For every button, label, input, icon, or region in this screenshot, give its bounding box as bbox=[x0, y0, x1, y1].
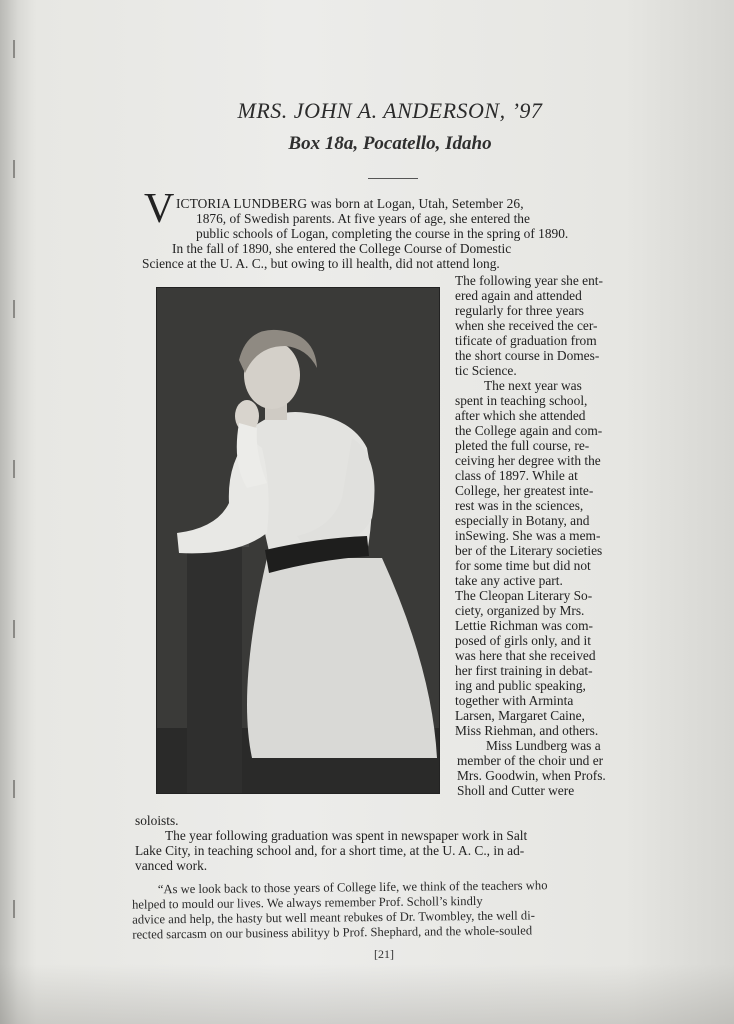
binding-stitch bbox=[13, 900, 15, 918]
column-line: The Cleopan Literary So- bbox=[455, 588, 593, 603]
body-line: The year following graduation was spent in newspaper work in Salt bbox=[165, 828, 528, 843]
column-line: when she received the cer- bbox=[455, 318, 598, 333]
column-line: Mrs. Goodwin, when Profs. bbox=[457, 768, 606, 783]
column-line: ceiving her degree with the bbox=[455, 453, 601, 468]
column-line: tificate of graduation from bbox=[455, 333, 597, 348]
column-line: for some time but did not bbox=[455, 558, 591, 573]
page-number: [21] bbox=[374, 947, 394, 961]
column-line: ered again and attended bbox=[455, 288, 582, 303]
column-line: together with Arminta bbox=[455, 693, 574, 708]
book-binding bbox=[0, 0, 30, 1024]
portrait-figure bbox=[157, 288, 439, 793]
page-shadow bbox=[0, 964, 734, 1024]
quote-line: helped to mould our lives. We always remember Prof. Scholl’s kindly bbox=[131, 893, 483, 912]
intro-line: ICTORIA LUNDBERG was born at Logan, Utah, Setember 26, bbox=[176, 196, 524, 211]
column-line: was here that she received bbox=[455, 648, 596, 663]
intro-line: Science at the U. A. C., but owing to ill health, did not attend long. bbox=[142, 256, 500, 271]
column-line: the College again and com- bbox=[455, 423, 603, 438]
column-line: member of the choir und er bbox=[457, 753, 604, 768]
column-line: the short course in Domes- bbox=[455, 348, 600, 363]
quote-line: advice and help, the hasty but well meant rebukes of Dr. Twombley, the well di- bbox=[132, 908, 535, 927]
column-line: tic Science. bbox=[455, 363, 517, 378]
intro-line: In the fall of 1890, she entered the College Course of Domestic bbox=[172, 241, 512, 256]
column-line: ing and public speaking, bbox=[455, 678, 586, 693]
column-line: ber of the Literary societies bbox=[455, 543, 603, 558]
column-line: The following year she ent- bbox=[455, 273, 603, 288]
column-line: Miss Riehman, and others. bbox=[455, 723, 599, 738]
column-line: especially in Botany, and bbox=[455, 513, 590, 528]
binding-stitch bbox=[13, 40, 15, 58]
binding-stitch bbox=[13, 300, 15, 318]
intro-line: public schools of Logan, completing the course in the spring of 1890. bbox=[196, 226, 569, 241]
title-divider bbox=[368, 178, 418, 179]
binding-stitch bbox=[13, 160, 15, 178]
column-line: The next year was bbox=[484, 378, 582, 393]
column-line: after which she attended bbox=[455, 408, 586, 423]
portrait-photograph bbox=[156, 287, 440, 794]
body-line: Lake City, in teaching school and, for a short time, at the U. A. C., in ad- bbox=[135, 843, 525, 858]
column-line: class of 1897. While at bbox=[455, 468, 578, 483]
column-line: take any active part. bbox=[455, 573, 563, 588]
column-line: Lettie Richman was com- bbox=[455, 618, 593, 633]
body-line: soloists. bbox=[135, 813, 179, 828]
binding-stitch bbox=[13, 460, 15, 478]
drop-cap: V bbox=[144, 186, 175, 232]
intro-line: 1876, of Swedish parents. At five years of age, she entered the bbox=[196, 211, 530, 226]
column-line: posed of girls only, and it bbox=[455, 633, 591, 648]
page-subtitle-address: Box 18a, Pocatello, Idaho bbox=[288, 133, 492, 154]
column-line: Larsen, Margaret Caine, bbox=[455, 708, 585, 723]
column-line: regularly for three years bbox=[455, 303, 585, 318]
column-line: Miss Lundberg was a bbox=[486, 738, 601, 753]
body-line: vanced work. bbox=[135, 858, 208, 873]
page-title: MRS. JOHN A. ANDERSON, ’97 bbox=[237, 98, 543, 123]
quote-line: rected sarcasm on our business abilityy b Prof. Shephard, and the whole-souled bbox=[132, 923, 533, 942]
column-line: rest was in the sciences, bbox=[455, 498, 584, 513]
column-line: College, her greatest inte- bbox=[455, 483, 594, 498]
column-line: ciety, organized by Mrs. bbox=[455, 603, 585, 618]
column-line: pleted the full course, re- bbox=[455, 438, 590, 453]
column-line: Sholl and Cutter were bbox=[457, 783, 575, 798]
column-line: spent in teaching school, bbox=[455, 393, 588, 408]
quote-line: “As we look back to those years of College life, we think of the teachers who bbox=[157, 878, 548, 897]
column-line: inSewing. She was a mem- bbox=[455, 528, 601, 543]
binding-stitch bbox=[13, 780, 15, 798]
binding-stitch bbox=[13, 620, 15, 638]
column-line: her first training in debat- bbox=[455, 663, 593, 678]
